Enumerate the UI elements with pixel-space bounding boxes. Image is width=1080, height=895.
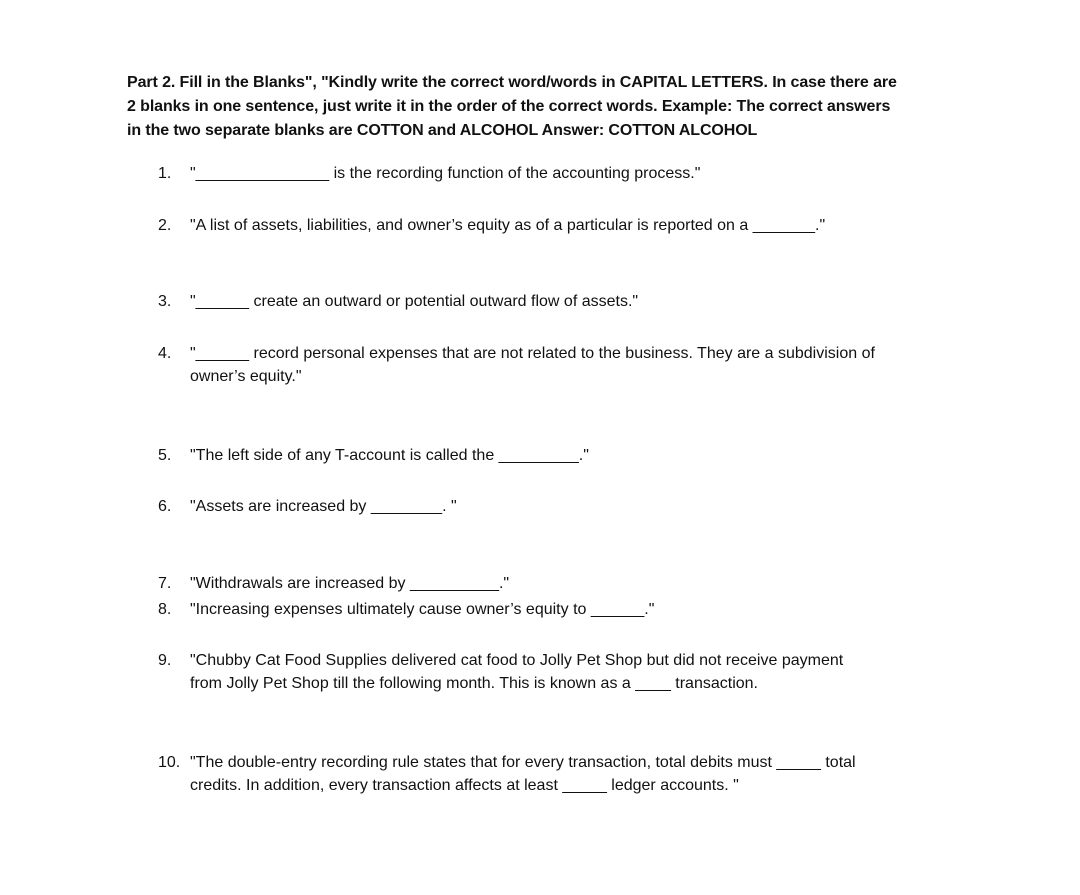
question-10 — [158, 751, 958, 797]
question-text: "Chubby Cat Food Supplies delivered cat food to Jolly Pet Shop but did not receive payment — [190, 652, 844, 669]
question-text: "A list of assets, liabilities, and owner’s equity as of a particular is reported on a _______." — [190, 217, 826, 234]
question-number: 1. — [158, 165, 172, 182]
question-text: "The left side of any T-account is called the _________." — [190, 447, 589, 464]
question-5 — [158, 444, 958, 467]
question-text: "Increasing expenses ultimately cause owner’s equity to ______." — [190, 601, 655, 618]
question-number: 9. — [158, 652, 172, 669]
question-4 — [158, 342, 958, 388]
question-text: "______ create an outward or potential outward flow of assets." — [190, 293, 639, 310]
question-text: "_______________ is the recording function of the accounting process." — [190, 165, 701, 182]
question-1 — [158, 162, 958, 185]
question-number: 7. — [158, 575, 172, 592]
question-number: 10. — [158, 754, 181, 771]
question-text: "Withdrawals are increased by __________." — [190, 575, 510, 592]
question-text: "Assets are increased by ________. " — [190, 498, 457, 515]
question-8 — [158, 598, 958, 621]
heading-line: in the two separate blanks are COTTON and ALCOHOL Answer: COTTON ALCOHOL — [127, 122, 758, 139]
question-2 — [158, 214, 958, 237]
question-text: credits. In addition, every transaction affects at least _____ ledger accounts. " — [190, 777, 739, 794]
question-7 — [158, 572, 958, 595]
question-3 — [158, 290, 958, 313]
heading-line: 2 blanks in one sentence, just write it in the order of the correct words. Example: The correct answers — [127, 98, 891, 115]
question-9 — [158, 649, 958, 695]
question-number: 6. — [158, 498, 172, 515]
question-number: 8. — [158, 601, 172, 618]
question-text: owner’s equity." — [190, 368, 302, 385]
question-text: from Jolly Pet Shop till the following month. This is known as a ____ transaction. — [190, 675, 758, 692]
heading-line: Part 2. Fill in the Blanks", "Kindly write the correct word/words in CAPITAL LETTERS. In case there are — [127, 74, 897, 91]
question-number: 3. — [158, 293, 172, 310]
instructions-heading — [127, 71, 957, 143]
question-text: "______ record personal expenses that are not related to the business. They are a subdivision of — [190, 345, 875, 362]
question-text: "The double-entry recording rule states that for every transaction, total debits must _____ total — [190, 754, 856, 771]
question-number: 2. — [158, 217, 172, 234]
question-number: 4. — [158, 345, 172, 362]
question-number: 5. — [158, 447, 172, 464]
question-6 — [158, 495, 958, 518]
